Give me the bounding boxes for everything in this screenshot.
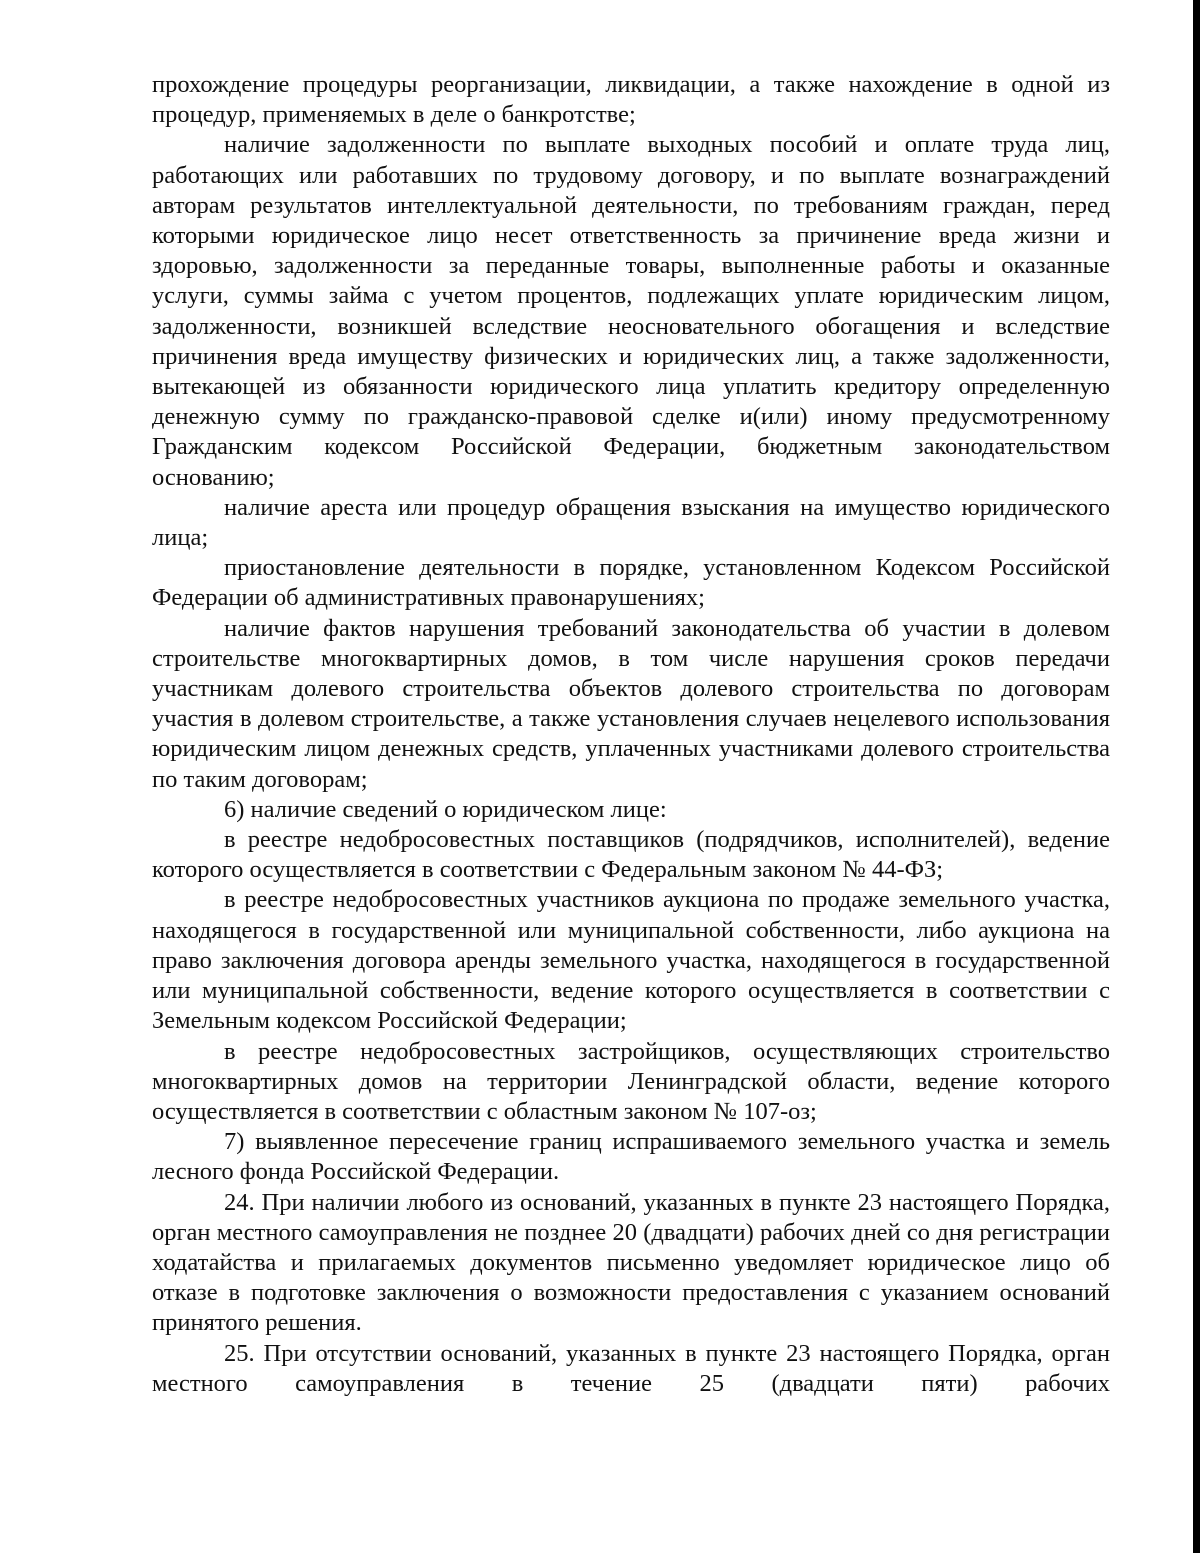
paragraph-shared-construction: наличие фактов нарушения требований законодательства об участии в долевом строительстве многоквартирных домов, в том числе нарушения сроков передачи участникам долевого строительства объектов долевого строительства по договорам участия в долевом строительстве, а также установления случаев нецелевого использования юридическим лицом денежных средств, уплаченных участниками долевого строительства по таким договорам; — [152, 614, 1110, 793]
paragraph-point-25: 25. При отсутствии оснований, указанных в пункте 23 настоящего Порядка, орган местного самоуправления в течение 25 (двадцати пяти) рабочих — [152, 1339, 1110, 1397]
document-body — [152, 70, 1110, 1399]
paragraph-point-24: 24. При наличии любого из оснований, указанных в пункте 23 настоящего Порядка, орган местного самоуправления не позднее 20 (двадцати) рабочих дней со дня регистрации ходатайства и прилагаемых документов письменно уведомляет юридическое лицо об отказе в подготовке заключения о возможности предоставления с указанием оснований принятого решения. — [152, 1188, 1110, 1337]
paragraph-continuation: прохождение процедуры реорганизации, ликвидации, а также нахождение в одной из процедур, применяемых в деле о банкротстве; — [152, 71, 1110, 129]
paragraph-item-7: 7) выявленное пересечение границ испрашиваемого земельного участка и земель лесного фонда Российской Федерации. — [152, 1128, 1110, 1186]
paragraph-suspension: приостановление деятельности в порядке, установленном Кодексом Российской Федерации об административных правонарушениях; — [152, 554, 1110, 612]
paragraph-registry-auction: в реестре недобросовестных участников аукциона по продаже земельного участка, находящегося в государственной или муниципальной собственности, либо аукциона на право заключения договора аренды земельного участка, находящегося в государственной или муниципальной собственности, ведение которого осуществляется в соответствии с Земельным кодексом Российской Федерации; — [152, 886, 1110, 1035]
paragraph-item-6: 6) наличие сведений о юридическом лице: — [224, 795, 667, 823]
scan-edge — [1193, 0, 1200, 1553]
paragraph-debt: наличие задолженности по выплате выходных пособий и оплате труда лиц, работающих или работавших по трудовому договору, и по выплате вознаграждений авторам результатов интеллектуальной деятельности, по требованиям граждан, перед которыми юридическое лицо несет ответственность за причинение вреда жизни и здоровью, задолженности за переданные товары, выполненные работы и оказанные услуги, суммы займа с учетом процентов, подлежащих уплате юридическим лицом, задолженности, возникшей вследствие неосновательного обогащения и вследствие причинения вреда имуществу физических и юридических лиц, а также задолженности, вытекающей из обязанности юридического лица уплатить кредитору определенную денежную сумму по гражданско-правовой сделке и(или) иному предусмотренному Гражданским кодексом Российской Федерации, бюджетным законодательством основанию; — [152, 131, 1110, 491]
paragraph-registry-suppliers: в реестре недобросовестных поставщиков (подрядчиков, исполнителей), ведение которого осуществляется в соответствии с Федеральным законом № 44-ФЗ; — [152, 826, 1110, 884]
paragraph-registry-developers: в реестре недобросовестных застройщиков, осуществляющих строительство многоквартирных домов на территории Ленинградской области, ведение которого осуществляется в соответствии с областным законом № 107-оз; — [152, 1037, 1110, 1125]
paragraph-arrest: наличие ареста или процедур обращения взыскания на имущество юридического лица; — [152, 493, 1110, 552]
